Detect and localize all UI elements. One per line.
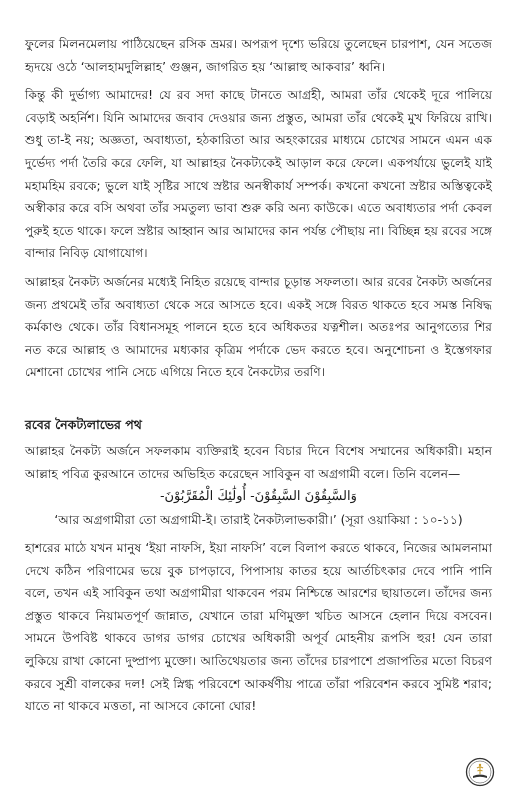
paragraph-4: হাশরের মাঠে যখন মানুষ ‘ইয়া নাফসি, ইয়া নাফসি’ বলে বিলাপ করতে থাকবে, নিজের আমলনামা দেখে কঠিন পরিণামের ভয়ে বুক চাপড়াবে, পিপাসায় কাতর হয়ে আর্তচিৎকার দেবে পানি পানি বলে, তখন এই সাবিকুন তথা অগ্রগামীরা থাকবেন পরম নিশ্চিন্তে আরশের ছায়াতলে। তাঁদের জন্য প্রস্তুত থাকবে নিয়ামতপূর্ণ জান্নাত, যেখানে তারা মণিমুক্তা খচিত আসনে হেলান দিয়ে বসবেন। সামনে উপবিষ্ট থাকবে ডাগর ডাগর চোখের অধিকারী অপূর্ব মোহনীয় রূপসি হুর! যেন তারা লুকিয়ে রাখা কোনো দুষ্প্রাপ্য মুক্তো। আতিথেয়তার জন্য তাঁদের চারপাশে প্রজাপতির মতো বিচরণ করবে সুশ্রী বালকের দল! সেই স্নিগ্ধ পরিবেশে আকর্ষণীয় পাত্রে তাঁরা পরিবেশন করবে সুমিষ্ট শরাব; যাতে না থাকবে মত্ততা, না আসবে কোনো ঘোর! (25, 541, 492, 714)
paragraph-3: আল্লাহর নৈকট্য অর্জনের মধ্যেই নিহিত রয়েছে বান্দার চূড়ান্ত সফলতা। আর রবের নৈকট্য অর্জনের জন্য প্রথমেই তাঁর অবাধ্যতা থেকে সরে আসতে হবে। একই সঙ্গে বিরত থাকতে হবে সমস্ত নিষিদ্ধ কর্মকাণ্ড থেকে। তাঁর বিধানসমূহ পালনে হতে হবে অধিকতর যত্নশীল। অতঃপর আনুগত্যের শির নত করে আল্লাহ ও আমাদের মধ্যকার কৃত্রিম পর্দাকে ভেদ করতে হবে। অনুশোচনা ও ইস্তেগফার মেশানো চোখের পানি সেচে এগিয়ে নিতে হবে নৈকট্যের তরণি। (25, 274, 492, 380)
paragraph-2: কিন্তু কী দুর্ভাগ্য আমাদের! যে রব সদা কাছে টানতে আগ্রহী, আমরা তাঁর থেকেই দূরে পালিয়ে বেড়াই অহর্নিশ। যিনি আমাদের জবাব দেওয়ার জন্য প্রস্তুত, আমরা তাঁর থেকেই মুখ ফিরিয়ে রাখি। শুধু তা-ই নয়; অজ্ঞতা, অবাধ্যতা, হঠকারিতা আর অহংকারের মাধ্যমে চোখের সামনে এমন এক দুর্ভেদ্য পর্দা তৈরি করে ফেলি, যা আল্লাহর নৈকট্যকেই আড়াল করে ফেলে। একপর্যায়ে ভুলেই যাই মহামহিম রবকে; ভুলে যাই সৃষ্টির সাথে স্রষ্টার অনস্বীকার্য সম্পর্ক। কখনো কখনো স্রষ্টার অস্তিত্বকেই অস্বীকার করে বসি অথবা তাঁর সমতুল্য ভাবা শুরু করি অন্য কাউকে। এতে অবাধ্যতার পর্দা কেবল পুরুই হতে থাকে। ফলে স্রষ্টার আহ্বান আর আমাদের কান পর্যন্ত পৌছায় না। বিচ্ছিন্ন হয় রবের সঙ্গে বান্দার নিবিড় যোগাযোগ। (25, 88, 492, 261)
section-intro: আল্লাহর নৈকট্য অর্জনে সফলকাম ব্যক্তিরাই হবেন বিচার দিনে বিশেষ সম্মানের অধিকারী। মহান আল্লাহ পবিত্র কুরআনে তাদের অভিহিত করেছেন সাবিকুন বা অগ্রগামী বলে। তিনি বলেন— (25, 443, 492, 481)
page-content (25, 33, 492, 718)
verse-translation: ‘আর অগ্রগামীরা তো অগ্রগামী-ই। তারাই নৈকট্যলাভকারী।’ (সূরা ওয়াকিয়া : ১০-১১) (54, 513, 463, 528)
paragraph-1: ফুলের মিলনমেলায় পাঠিয়েছেন রসিক ভ্রমর। অপরূপ দৃশ্যে ভরিয়ে তুলেছেন চারপাশ, যেন সতেজ হৃদয়ে ওঠে ‘আলহামদুলিল্লাহ’ গুঞ্জন, জাগরিত হয় ‘আল্লাহু আকবার’ ধ্বনি। (25, 37, 492, 74)
arabic-verse: وَالسَّبِقُوْنَ السَّبِقُوْنَ- أُولَٰئِكَ الْمُقَرَّبُوْنَ- (160, 489, 357, 505)
section-heading: রবের নৈকট্যলাভের পথ (25, 416, 142, 432)
publisher-logo-icon (465, 757, 495, 787)
